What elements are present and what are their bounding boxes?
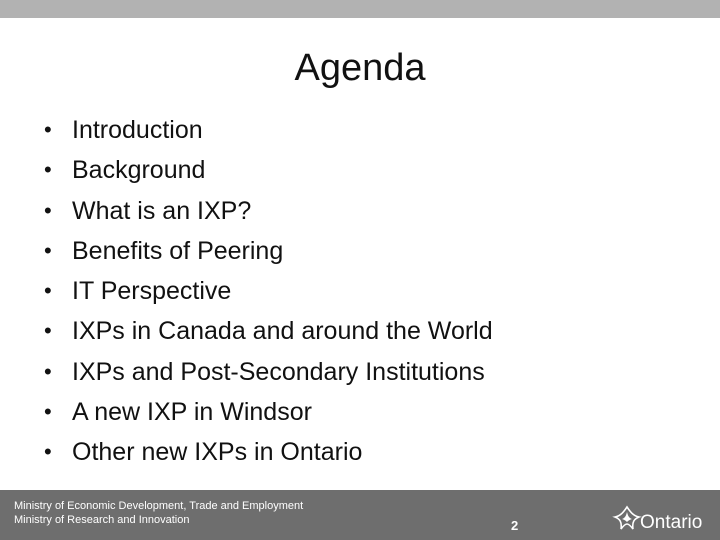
agenda-item-text: Introduction [72, 116, 203, 144]
ontario-logo [612, 504, 712, 534]
agenda-item-text: IT Perspective [72, 277, 232, 306]
agenda-item-text: Background [72, 156, 206, 185]
bullet: • [44, 237, 52, 263]
bullet: • [44, 278, 52, 304]
list-item [44, 352, 684, 392]
list-item [44, 271, 684, 311]
bullet: • [44, 117, 52, 142]
bullet: • [44, 399, 52, 425]
ontario-wordmark: Ontario [640, 512, 703, 533]
footer-bar [0, 490, 720, 540]
list-item [44, 191, 684, 231]
list-item [44, 392, 684, 432]
bullet: • [44, 358, 52, 384]
agenda-item-text: Other new IXPs in Ontario [72, 438, 363, 467]
bullet: • [44, 157, 52, 183]
list-item [44, 150, 684, 190]
bullet: • [44, 439, 52, 465]
agenda-item-text: Benefits of Peering [72, 236, 284, 265]
list-item [44, 432, 684, 472]
agenda-item-text: What is an IXP? [72, 196, 252, 225]
trillium-icon [612, 504, 642, 534]
bullet: • [44, 318, 52, 344]
ministry-names [14, 499, 303, 527]
top-bar [0, 0, 720, 18]
slide-title: Agenda [294, 47, 426, 89]
list-item [44, 231, 684, 271]
agenda-item-text: A new IXP in Windsor [72, 398, 312, 427]
agenda-list [44, 110, 684, 473]
bullet: • [44, 197, 52, 223]
agenda-item-text: IXPs and Post-Secondary Institutions [72, 357, 485, 386]
list-item [44, 311, 684, 351]
agenda-item-text: IXPs in Canada and around the World [72, 317, 493, 346]
ministry-line-2: Ministry of Research and Innovation [14, 514, 190, 526]
page-number: 2 [511, 518, 519, 533]
ministry-line-1: Ministry of Economic Development, Trade and Employment [14, 500, 304, 512]
list-item [44, 110, 684, 150]
